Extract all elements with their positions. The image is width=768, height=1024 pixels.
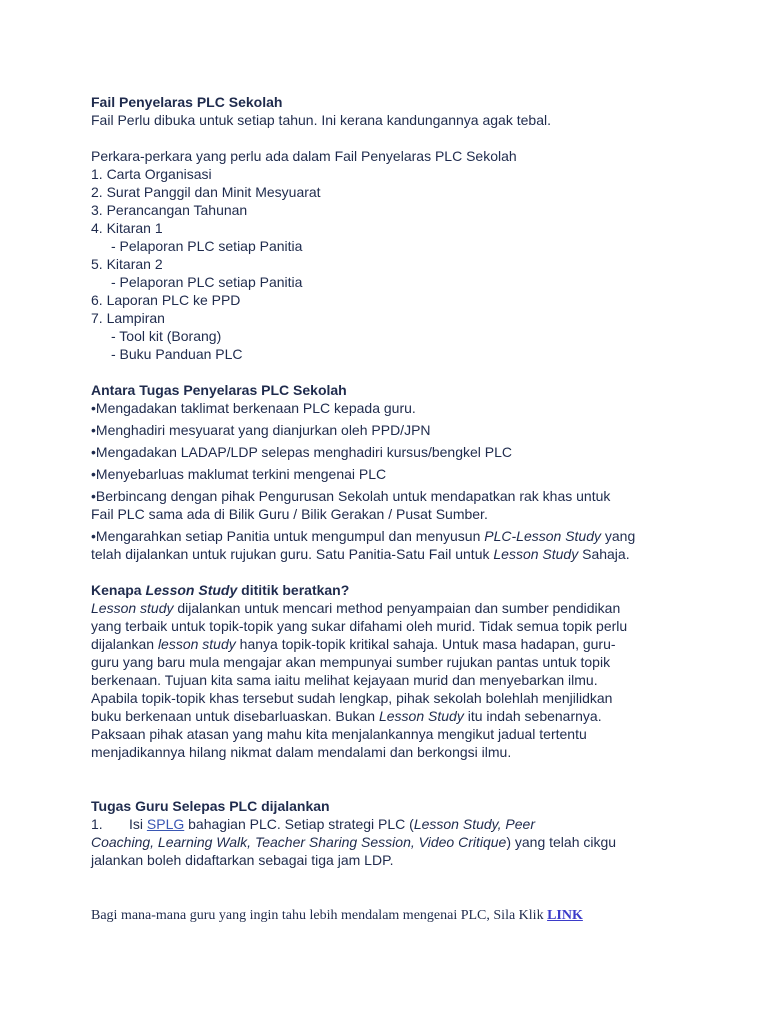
paragraph-line: jalankan boleh didaftarkan sebagai tiga jam LDP. <box>91 852 394 868</box>
list-item: 2. Surat Panggil dan Minit Mesyuarat <box>91 184 321 200</box>
document-body <box>91 93 691 925</box>
bullet-item <box>91 487 691 523</box>
paragraph-line <box>91 635 691 653</box>
text-run: Sahaja. <box>578 546 630 562</box>
text-run: telah dijalankan untuk rujukan guru. Satu Panitia-Satu Fail untuk <box>91 546 494 562</box>
section-antara-tugas <box>91 381 691 563</box>
italic-run: PLC-Lesson Study <box>484 528 601 544</box>
bullet-line-part: •Berbincang dengan pihak Pengurusan Sekolah untuk mendapatkan rak khas untuk <box>91 488 611 504</box>
list-item: 3. Perancangan Tahunan <box>91 202 248 218</box>
list-item: 6. Laporan PLC ke PPD <box>91 292 241 308</box>
paragraph-line: berkenaan. Tujuan kita sama iaitu melihat kejayaan murid dan menyebarkan ilmu. <box>91 672 598 688</box>
list-item: 4. Kitaran 1 <box>91 220 163 236</box>
section-title-tugas-guru: Tugas Guru Selepas PLC dijalankan <box>91 798 330 814</box>
text-run: hanya topik-topik kritikal sahaja. Untuk masa hadapan, guru- <box>235 636 616 652</box>
list-subitem: - Pelaporan PLC setiap Panitia <box>111 238 303 254</box>
text-run: yang <box>601 528 636 544</box>
text-run: bahagian PLC. Setiap strategi PLC ( <box>184 816 414 832</box>
paragraph-line <box>91 833 691 851</box>
footer-text: Bagi mana-mana guru yang ingin tahu lebih mendalam mengenai PLC, Sila Klik <box>91 908 548 923</box>
list-item: 7. Lampiran <box>91 310 165 326</box>
more-info-link[interactable]: LINK <box>547 908 583 923</box>
list-subitem: - Tool kit (Borang) <box>111 328 222 344</box>
italic-run: Coaching, Learning Walk, Teacher Sharing Session, Video Critique <box>91 834 507 850</box>
text-run: itu indah sebenarnya. <box>463 708 602 724</box>
bullet-item: •Menyebarluas maklumat terkini mengenai PLC <box>91 466 387 482</box>
section-title-antara-tugas: Antara Tugas Penyelaras PLC Sekolah <box>91 382 347 398</box>
italic-run: lesson study <box>157 636 236 652</box>
text-run: dititik beratkan? <box>237 582 350 598</box>
bullet-item: •Menghadiri mesyuarat yang dianjurkan oleh PPD/JPN <box>91 422 431 438</box>
text-run: buku berkenaan untuk disebarluaskan. Bukan <box>91 708 379 724</box>
paragraph-line: guru yang baru mula mengajar akan mempunyai sumber rujukan pantas untuk topik <box>91 654 611 670</box>
splg-link[interactable]: SPLG <box>146 816 185 832</box>
bullet-line-part <box>91 545 691 563</box>
section-title-kenapa <box>91 581 691 599</box>
bullet-item: •Mengadakan taklimat berkenaan PLC kepada guru. <box>91 400 416 416</box>
paragraph-line: Paksaan pihak atasan yang mahu kita menjalankannya mengikut jadual tertentu <box>91 726 587 742</box>
italic-run: Lesson Study <box>145 582 238 598</box>
italic-run: Lesson study <box>91 600 174 616</box>
bullet-line-part: Fail PLC sama ada di Bilik Guru / Bilik Gerakan / Pusat Sumber. <box>91 506 488 522</box>
section-note: Fail Perlu dibuka untuk setiap tahun. Ini kerana kandungannya agak tebal. <box>91 112 551 128</box>
list-item: 5. Kitaran 2 <box>91 256 163 272</box>
text-run: Isi <box>129 816 147 832</box>
section-title-fail-penyelaras: Fail Penyelaras PLC Sekolah <box>91 94 283 110</box>
paragraph-line: yang terbaik untuk topik-topik yang sukar difahami oleh murid. Tidak semua topik perlu <box>91 618 628 634</box>
text-run: Kenapa <box>91 582 146 598</box>
paragraph-line <box>91 707 691 725</box>
bullet-item <box>91 527 691 563</box>
list-number: 1. <box>91 816 103 832</box>
bullet-line-part <box>91 527 691 545</box>
list-subitem: - Buku Panduan PLC <box>111 346 243 362</box>
bullet-item: •Mengadakan LADAP/LDP selepas menghadiri kursus/bengkel PLC <box>91 444 512 460</box>
italic-run: Lesson Study <box>378 708 464 724</box>
paragraph-line: menjadikannya hilang nikmat dalam mendalami dan berkongsi ilmu. <box>91 744 512 760</box>
text-run: ) yang telah cikgu <box>506 834 617 850</box>
list-subitem: - Pelaporan PLC setiap Panitia <box>111 274 303 290</box>
section-tugas-guru <box>91 797 691 869</box>
paragraph-line <box>91 815 691 833</box>
text-run: •Mengarahkan setiap Panitia untuk mengumpul dan menyusun <box>91 528 485 544</box>
section-kenapa-lesson-study <box>91 581 691 761</box>
text-run: dijalankan untuk mencari method penyampaian dan sumber pendidikan <box>173 600 621 616</box>
italic-run: Lesson Study <box>493 546 579 562</box>
paragraph-line <box>91 599 691 617</box>
footer-line <box>91 907 691 925</box>
paragraph-line: Apabila topik-topik khas tersebut sudah lengkap, pihak sekolah bolehlah menjilidkan <box>91 690 613 706</box>
section-intro: Perkara-perkara yang perlu ada dalam Fail Penyelaras PLC Sekolah <box>91 148 517 164</box>
text-run: dijalankan <box>91 636 158 652</box>
list-item: 1. Carta Organisasi <box>91 166 212 182</box>
italic-run: Lesson Study, Peer <box>413 816 535 832</box>
